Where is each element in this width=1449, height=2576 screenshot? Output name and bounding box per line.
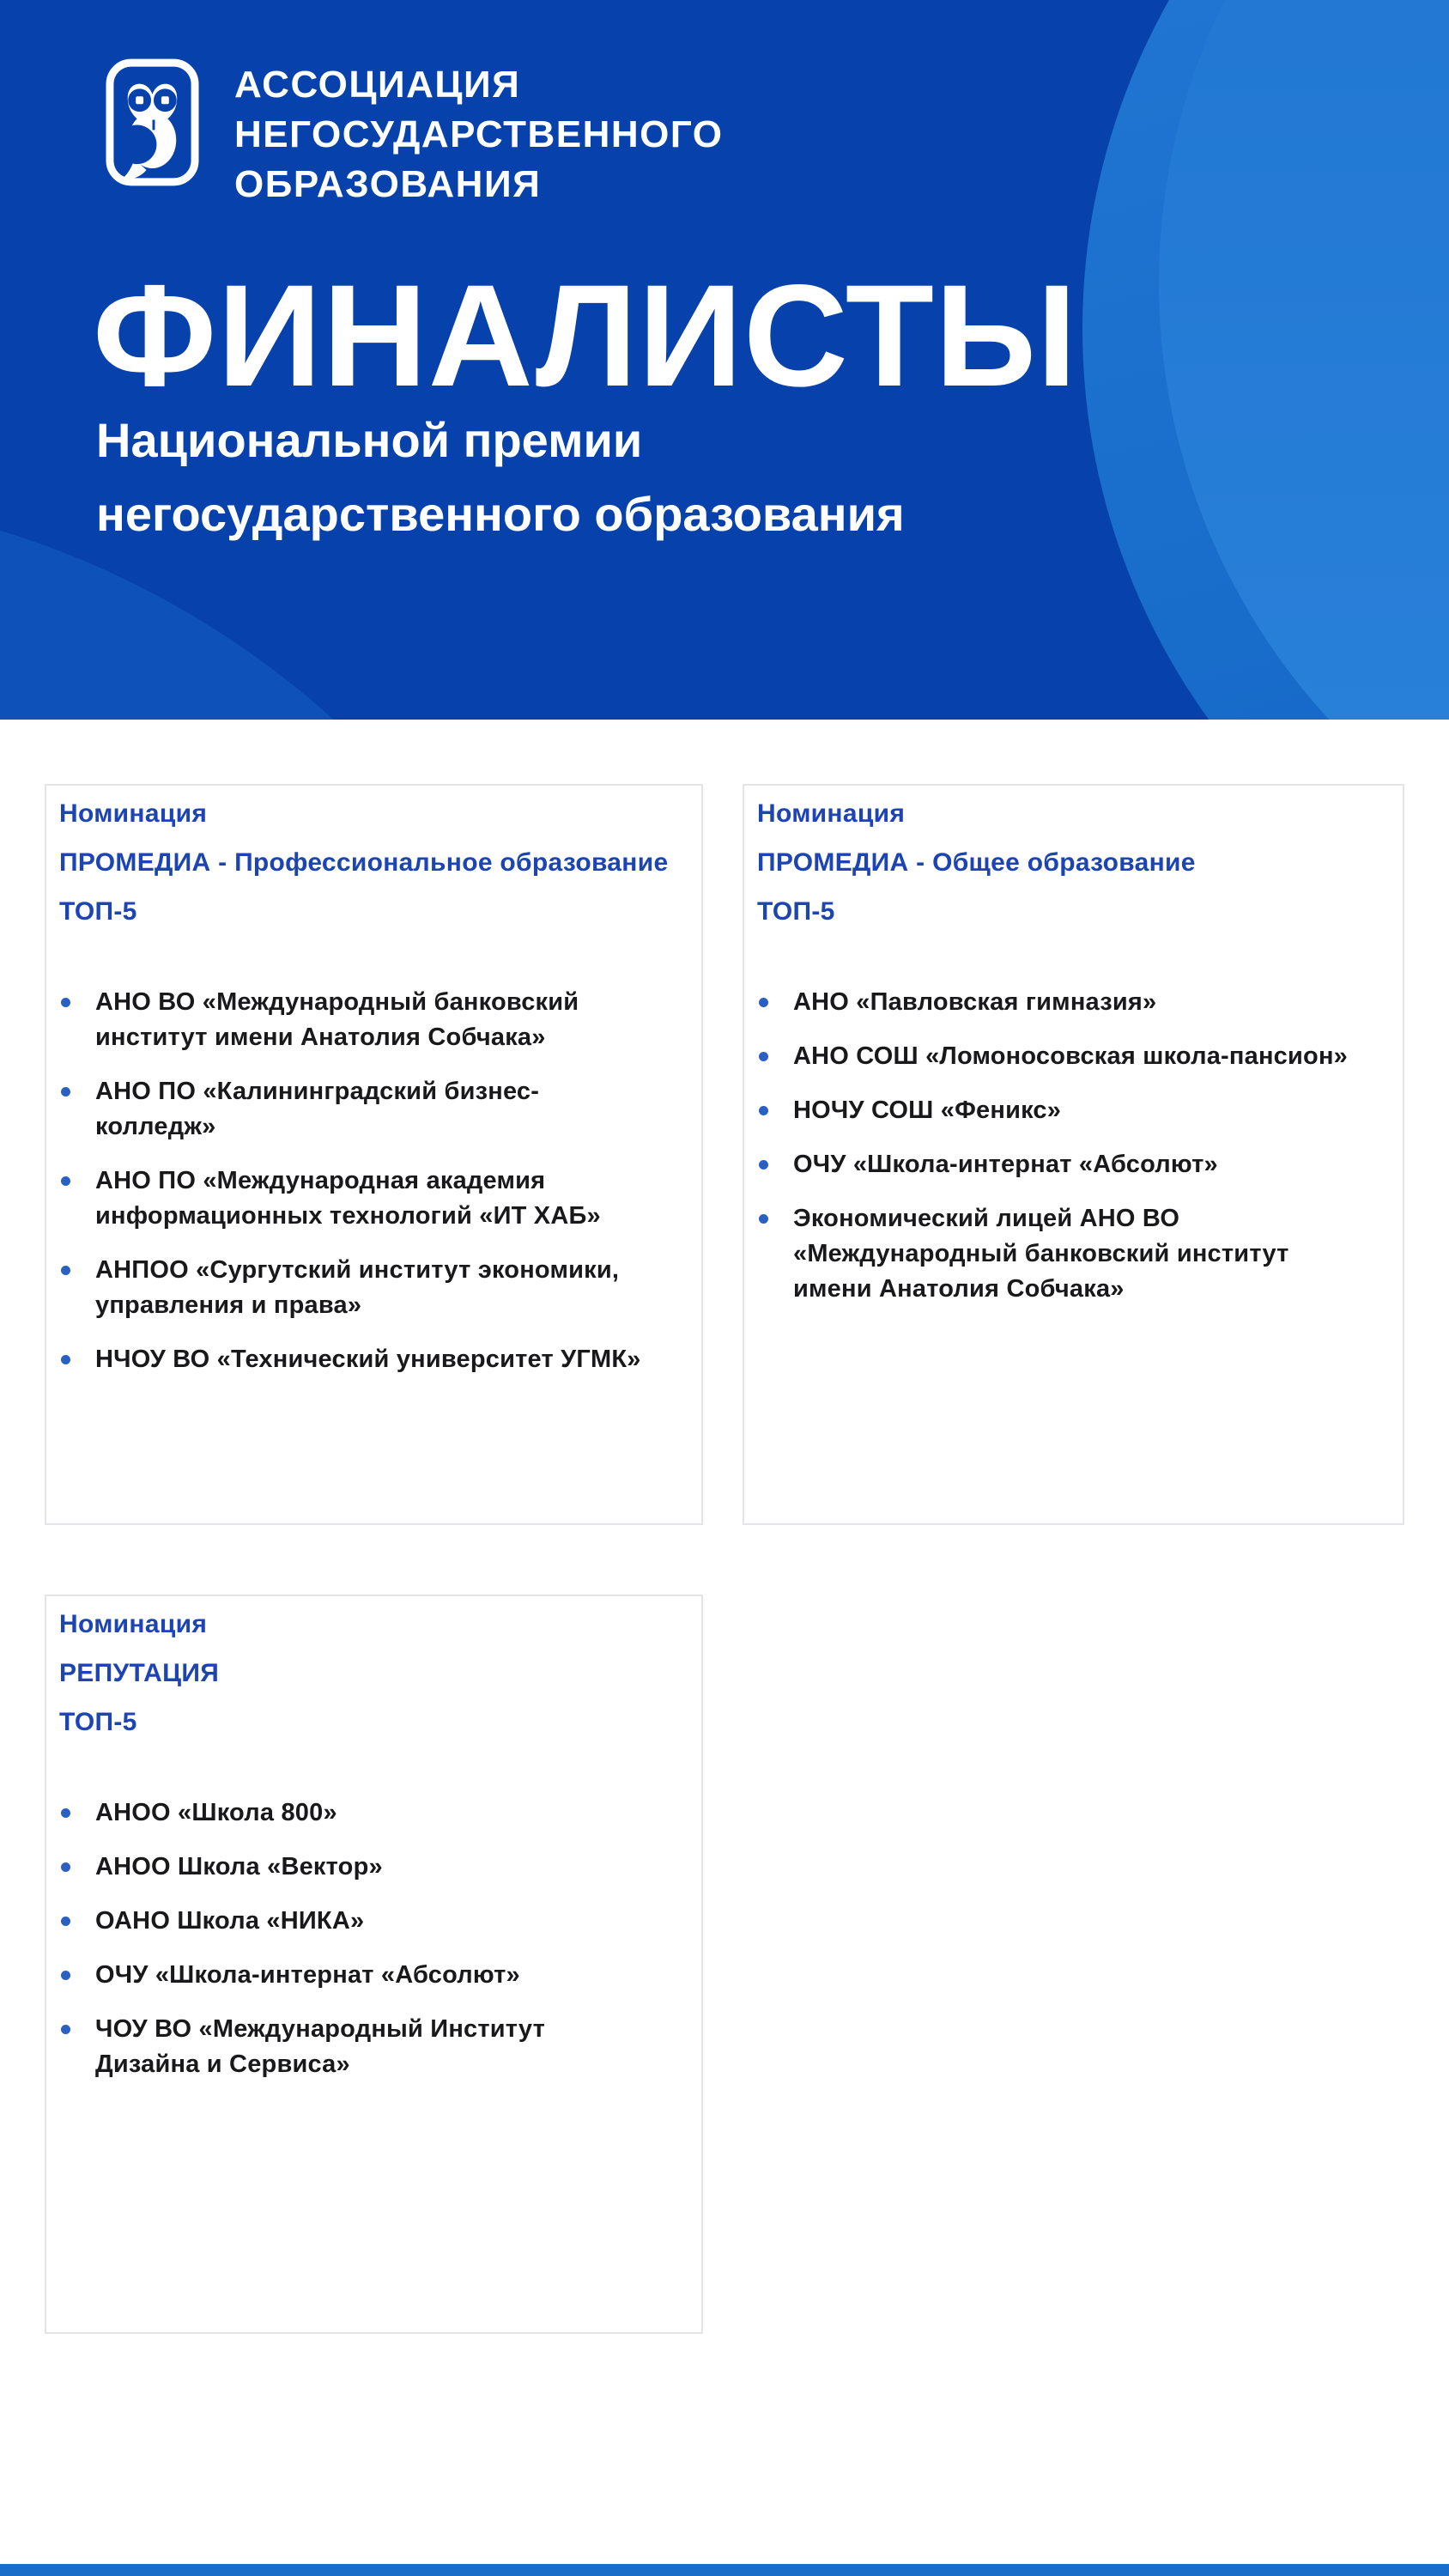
- finalist-item: [757, 1147, 1385, 1182]
- finalist-name: НОЧУ СОШ «Феникс»: [793, 1097, 1062, 1124]
- finalist-name: АНОО Школа «Вектор»: [95, 1853, 383, 1880]
- finalist-item: [757, 1039, 1385, 1074]
- finalist-name: ОЧУ «Школа-интернат «Абсолют»: [95, 1961, 520, 1989]
- bullet-dot-icon: [61, 1176, 70, 1186]
- finalist-name: НЧОУ ВО «Технический университет УГМК»: [95, 1346, 641, 1373]
- nomination-category: РЕПУТАЦИЯ: [59, 1659, 220, 1687]
- bullet-dot-icon: [61, 1355, 70, 1364]
- finalist-name: АНО СОШ «Ломоносовская школа-пансион»: [793, 1042, 1348, 1070]
- finalist-item: [59, 1904, 684, 1939]
- hero-content: [0, 0, 1449, 720]
- nomination-category: ПРОМЕДИА - Профессиональное образование: [59, 848, 669, 877]
- bullet-dot-icon: [61, 2025, 70, 2034]
- org-logo-block: [106, 58, 723, 210]
- nomination-card-general: [743, 784, 1404, 1525]
- finalist-name: АНПОО «Сургутский институт экономики, управления и права»: [95, 1256, 620, 1319]
- bullet-dot-icon: [61, 1971, 70, 1980]
- page-title: ФИНАЛИСТЫ: [93, 254, 1078, 416]
- finalist-name: АНОО «Школа 800»: [95, 1799, 337, 1826]
- finalists-list: [59, 985, 684, 1377]
- bullet-dot-icon: [759, 998, 768, 1007]
- bullet-dot-icon: [759, 1160, 768, 1170]
- org-name-line: НЕГОСУДАРСТВЕННОГО: [234, 113, 724, 155]
- bullet-dot-icon: [61, 1087, 70, 1097]
- hero-banner: [0, 0, 1449, 720]
- bullet-dot-icon: [61, 1917, 70, 1926]
- org-name-line: ОБРАЗОВАНИЯ: [234, 163, 542, 205]
- finalist-name: АНО ПО «Международная академия информационных технологий «ИТ ХАБ»: [95, 1167, 601, 1230]
- nomination-card-professional: [45, 784, 703, 1525]
- finalist-item: [59, 1074, 684, 1145]
- finalist-item: [59, 2012, 684, 2082]
- bottom-accent-bar: [0, 2564, 1449, 2576]
- nomination-top5-label: ТОП-5: [59, 897, 137, 926]
- owl-icon: [106, 58, 199, 186]
- finalist-item: [59, 1253, 684, 1323]
- finalist-item: [757, 1093, 1385, 1128]
- subtitle-line: Национальной премии: [96, 413, 643, 467]
- nomination-category: ПРОМЕДИА - Общее образование: [757, 848, 1196, 877]
- bullet-dot-icon: [61, 998, 70, 1007]
- bullet-dot-icon: [61, 1266, 70, 1275]
- nomination-top5-label: ТОП-5: [757, 897, 835, 926]
- finalists-list: [59, 1795, 684, 2082]
- bullet-dot-icon: [61, 1862, 70, 1872]
- bullet-dot-icon: [61, 1808, 70, 1818]
- finalists-list: [757, 985, 1385, 1307]
- subtitle-line: негосударственного образования: [96, 487, 905, 541]
- nomination-label: Номинация: [757, 799, 906, 828]
- finalist-name: ОАНО Школа «НИКА»: [95, 1907, 365, 1935]
- finalist-name: Экономический лицей АНО ВО «Международный банковский институт имени Анатолия Собчака»: [793, 1205, 1289, 1303]
- org-name-line: АССОЦИАЦИЯ: [234, 64, 521, 106]
- finalist-name: ЧОУ ВО «Международный Институт Дизайна и Сервиса»: [95, 2015, 546, 2078]
- bullet-dot-icon: [759, 1106, 768, 1115]
- finalist-name: ОЧУ «Школа-интернат «Абсолют»: [793, 1151, 1218, 1178]
- nomination-card-reputation: [45, 1595, 703, 2334]
- finalist-item: [59, 1795, 684, 1831]
- bullet-dot-icon: [759, 1214, 768, 1224]
- finalist-item: [59, 1342, 684, 1377]
- finalist-name: АНО ВО «Международный банковский институт имени Анатолия Собчака»: [95, 988, 579, 1051]
- finalist-item: [59, 1958, 684, 1993]
- finalist-item: [757, 985, 1385, 1020]
- page-subtitle: [96, 404, 905, 551]
- bullet-dot-icon: [759, 1052, 768, 1061]
- finalist-item: [757, 1201, 1385, 1307]
- finalist-name: АНО ПО «Калининградский бизнес-колледж»: [95, 1078, 540, 1140]
- nomination-label: Номинация: [59, 799, 208, 828]
- org-name: [234, 60, 723, 210]
- finalist-item: [59, 1850, 684, 1885]
- nomination-label: Номинация: [59, 1610, 208, 1638]
- finalist-item: [59, 985, 684, 1055]
- nomination-top5-label: ТОП-5: [59, 1708, 137, 1736]
- finalist-name: АНО «Павловская гимназия»: [793, 988, 1157, 1016]
- finalist-item: [59, 1163, 684, 1234]
